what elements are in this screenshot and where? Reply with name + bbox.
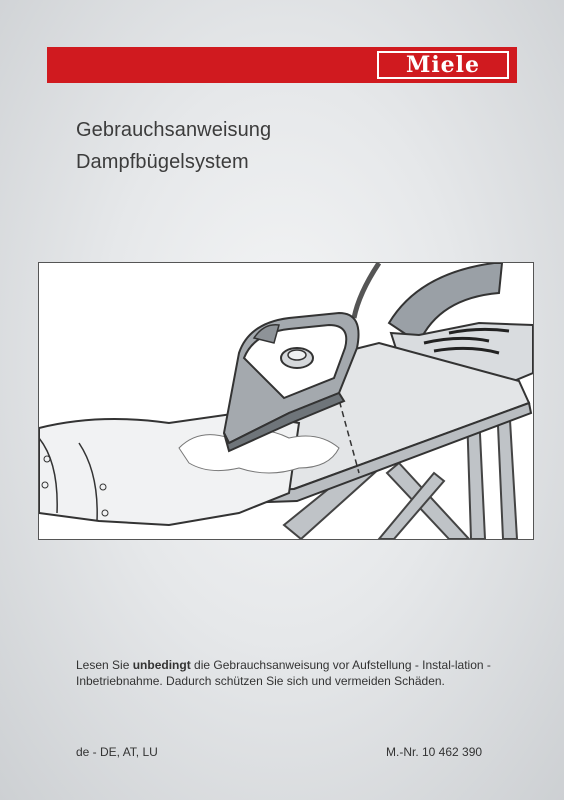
- logo-text: Miele: [405, 52, 481, 78]
- notice-prefix: Lesen Sie: [76, 658, 133, 672]
- product-name: Dampfbügelsystem: [76, 151, 249, 173]
- material-number: M.-Nr. 10 462 390: [386, 745, 483, 759]
- product-illustration: [38, 262, 534, 540]
- steam-iron-on-ironing-board-icon: [39, 263, 533, 539]
- safety-notice: [76, 657, 506, 689]
- miele-logo: [377, 51, 509, 79]
- notice-suffix: die Gebrauchsanweisung vor Aufstellung - Instal-lation - Inbetriebnahme. Dadurch schützen Sie sich und vermeiden Schäden.: [76, 658, 491, 688]
- language-codes: de - DE, AT, LU: [76, 745, 158, 759]
- brand-band: [47, 47, 517, 83]
- document-title: Gebrauchsanweisung: [76, 119, 272, 141]
- notice-emphasis: unbedingt: [132, 658, 191, 672]
